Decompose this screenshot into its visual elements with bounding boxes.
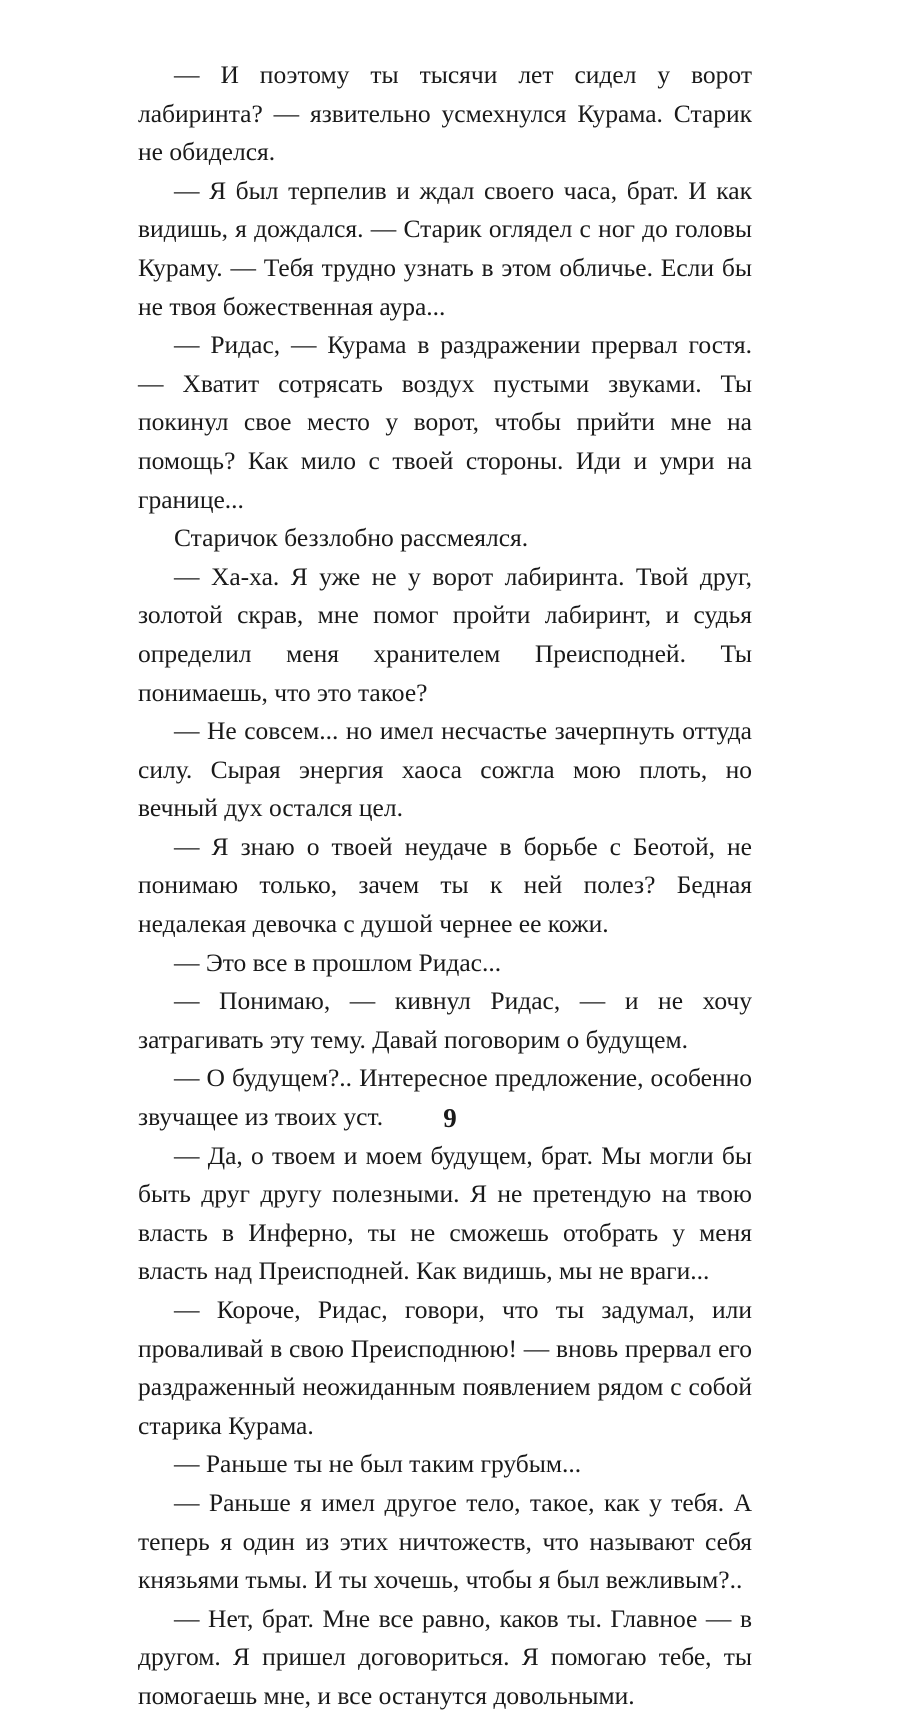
paragraph: — Ха-ха. Я уже не у ворот лабиринта. Твой друг, золотой скрав, мне помог пройти лабиринт, и судья определил меня хранителем Преисподней. Ты понимаешь, что это такое?	[138, 561, 752, 707]
paragraph: — Нет, брат. Мне все равно, каков ты. Главное — в другом. Я пришел договориться. Я помогаю тебе, ты помогаешь мне, и все останутся довольными.	[138, 1603, 752, 1710]
body-text	[138, 56, 752, 1716]
paragraph: — Я был терпелив и ждал своего часа, брат. И как видишь, я дождался. — Старик оглядел с ног до головы Кураму. — Тебя трудно узнать в этом обличье. Если бы не твоя божественная аура...	[138, 175, 752, 321]
paragraph: — Ридас, — Курама в раздражении прервал гостя. — Хватит сотрясать воздух пустыми звуками. Ты покинул свое место у ворот, чтобы прийти мне на помощь? Как мило с твоей стороны. Иди и умри на границе...	[138, 330, 752, 514]
paragraph: — Понимаю, — кивнул Ридас, — и не хочу затрагивать эту тему. Давай поговорим о будущем.	[138, 986, 752, 1054]
paragraph: Старичок беззлобно рассмеялся.	[174, 523, 529, 553]
paragraph: — Не совсем... но имел несчастье зачерпнуть оттуда силу. Сырая энергия хаоса сожгла мою плоть, но вечный дух остался цел.	[138, 716, 752, 823]
paragraph: — Да, о твоем и моем будущем, брат. Мы могли бы быть друг другу полезными. Я не претендую на твою власть в Инферно, ты не сможешь отобрать у меня власть над Преисподней. Как видишь, мы не враги...	[138, 1140, 752, 1286]
page-number: 9	[443, 1103, 457, 1133]
paragraph: — Я знаю о твоей неудаче в борьбе с Беотой, не понимаю только, зачем ты к ней полез? Бедная недалекая девочка с душой чернее ее кожи.	[138, 831, 752, 939]
paragraph: — Короче, Ридас, говори, что ты задумал, или проваливай в свою Преисподнюю! — вновь прервал его раздраженный неожиданным появлением рядом с собой старика Курама.	[138, 1295, 752, 1440]
paragraph: — И поэтому ты тысячи лет сидел у ворот лабиринта? — язвительно усмехнулся Курама. Старик не обиделся.	[138, 60, 752, 167]
paragraph: — Это все в прошлом Ридас...	[174, 947, 502, 977]
paragraph: — Раньше ты не был таким грубым...	[174, 1449, 582, 1479]
paragraph: — О будущем?.. Интересное предложение, особенно звучащее из твоих уст.	[138, 1063, 752, 1132]
paragraph: — Раньше я имел другое тело, такое, как у тебя. А теперь я один из этих ничтожеств, что называют себя князьями тьмы. И ты хочешь, чтобы я был вежливым?..	[138, 1487, 752, 1595]
